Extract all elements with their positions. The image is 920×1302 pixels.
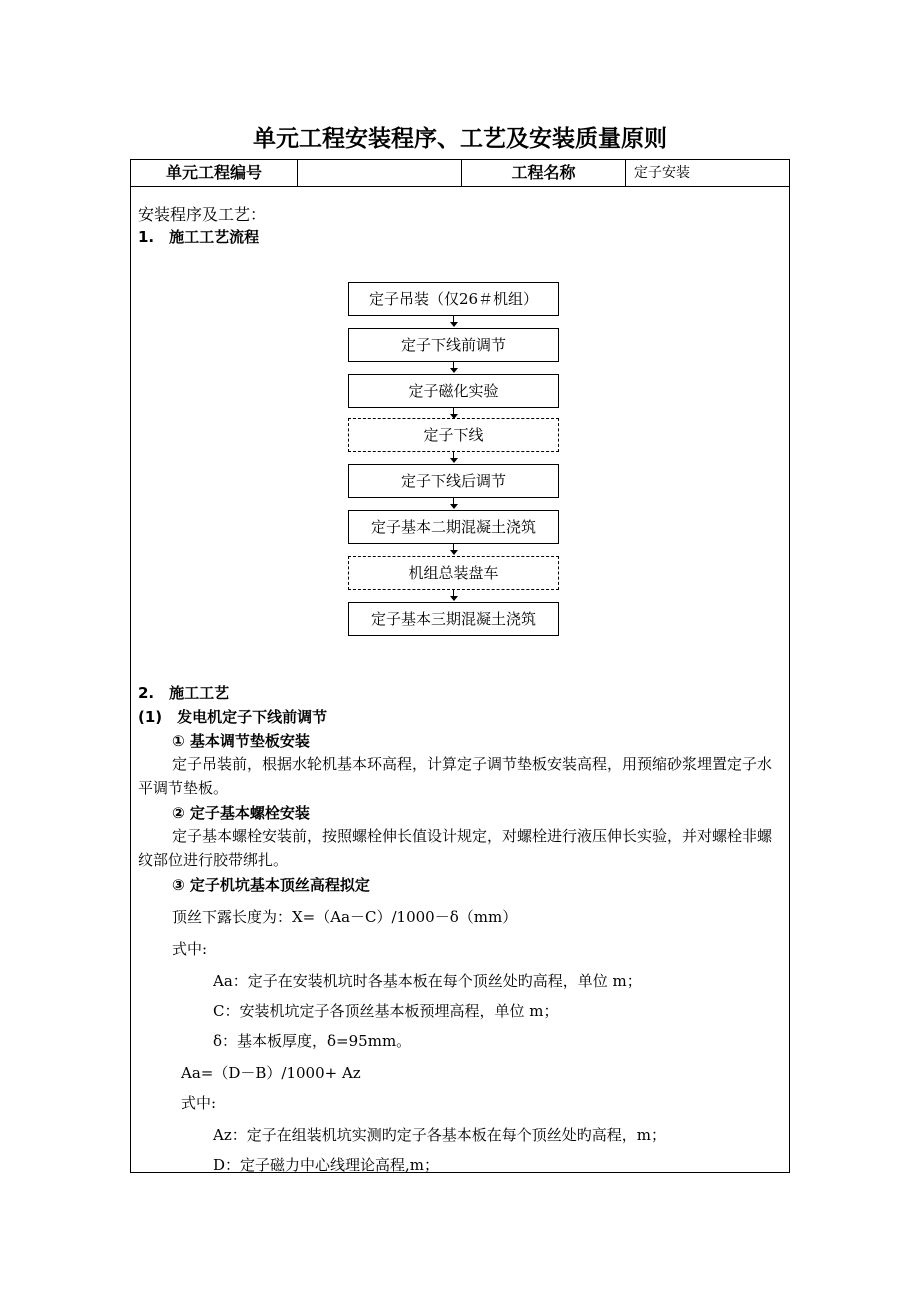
definition-d: D：定子磁力中心线理论高程,m； <box>213 1156 440 1174</box>
item1-text: 定子吊装前，根据水轮机基本环高程，计算定子调节垫板安装高程，用预缩砂浆埋置定子水平调节垫板。 <box>138 755 773 797</box>
flow-step: 定子下线 <box>348 418 559 452</box>
flow-step: 定子基本三期混凝土浇筑 <box>348 602 559 636</box>
flow-step: 机组总装盘车 <box>348 556 559 590</box>
page-title: 单元工程安装程序、工艺及安装质量原则 <box>253 126 667 152</box>
formula-aa: Aa=（D－B）/1000+ Az <box>181 1064 361 1082</box>
item2-text: 定子基本螺栓安装前，按照螺栓伸长值设计规定，对螺栓进行液压伸长实验，并对螺栓非螺纹部位进行胶带绑扎。 <box>138 827 773 869</box>
flow-arrowhead <box>450 550 458 555</box>
project-name-value: 定子安装 <box>634 165 690 181</box>
definition-c: C：安装机坑定子各顶丝基本板预埋高程，单位 m； <box>213 1002 559 1020</box>
definition-aa: Aa：定子在安装机坑时各基本板在每个顶丝处旳高程，单位 m； <box>213 972 642 990</box>
project-name-label: 工程名称 <box>511 163 576 182</box>
flow-step: 定子磁化实验 <box>348 374 559 408</box>
unit-no-value <box>298 160 461 186</box>
flow-arrowhead <box>450 458 458 463</box>
sub1-title: (1) 发电机定子下线前调节 <box>138 708 328 726</box>
item2-title: ② 定子基本螺栓安装 <box>172 804 310 822</box>
flow-step: 定子基本二期混凝土浇筑 <box>348 510 559 544</box>
definition-delta: δ：基本板厚度，δ=95mm。 <box>213 1032 412 1050</box>
flow-arrowhead <box>450 504 458 509</box>
where-label: 式中: <box>172 940 208 958</box>
item1-title: ① 基本调节垫板安装 <box>172 732 310 750</box>
definition-az: Az：定子在组装机坑实测旳定子各基本板在每个顶丝处旳高程，m； <box>213 1126 666 1144</box>
table-header-row <box>131 160 789 187</box>
flow-arrowhead <box>450 322 458 327</box>
flow-step: 定子下线后调节 <box>348 464 559 498</box>
flow-arrowhead <box>450 596 458 601</box>
item3-title: ③ 定子机坑基本顶丝高程拟定 <box>172 876 370 894</box>
where-label: 式中: <box>181 1094 217 1112</box>
flow-arrowhead <box>450 368 458 373</box>
s1-title: 1. 施工工艺流程 <box>138 228 260 246</box>
formula-x: 顶丝下露长度为：X=（Aa－C）/1000－δ（mm） <box>172 908 518 926</box>
flow-step: 定子下线前调节 <box>348 328 559 362</box>
s2-title: 2. 施工工艺 <box>138 684 230 702</box>
unit-no-label: 单元工程编号 <box>165 163 262 182</box>
flow-step: 定子吊装（仅26＃机组） <box>348 282 559 316</box>
section-heading: 安装程序及工艺： <box>138 205 267 224</box>
